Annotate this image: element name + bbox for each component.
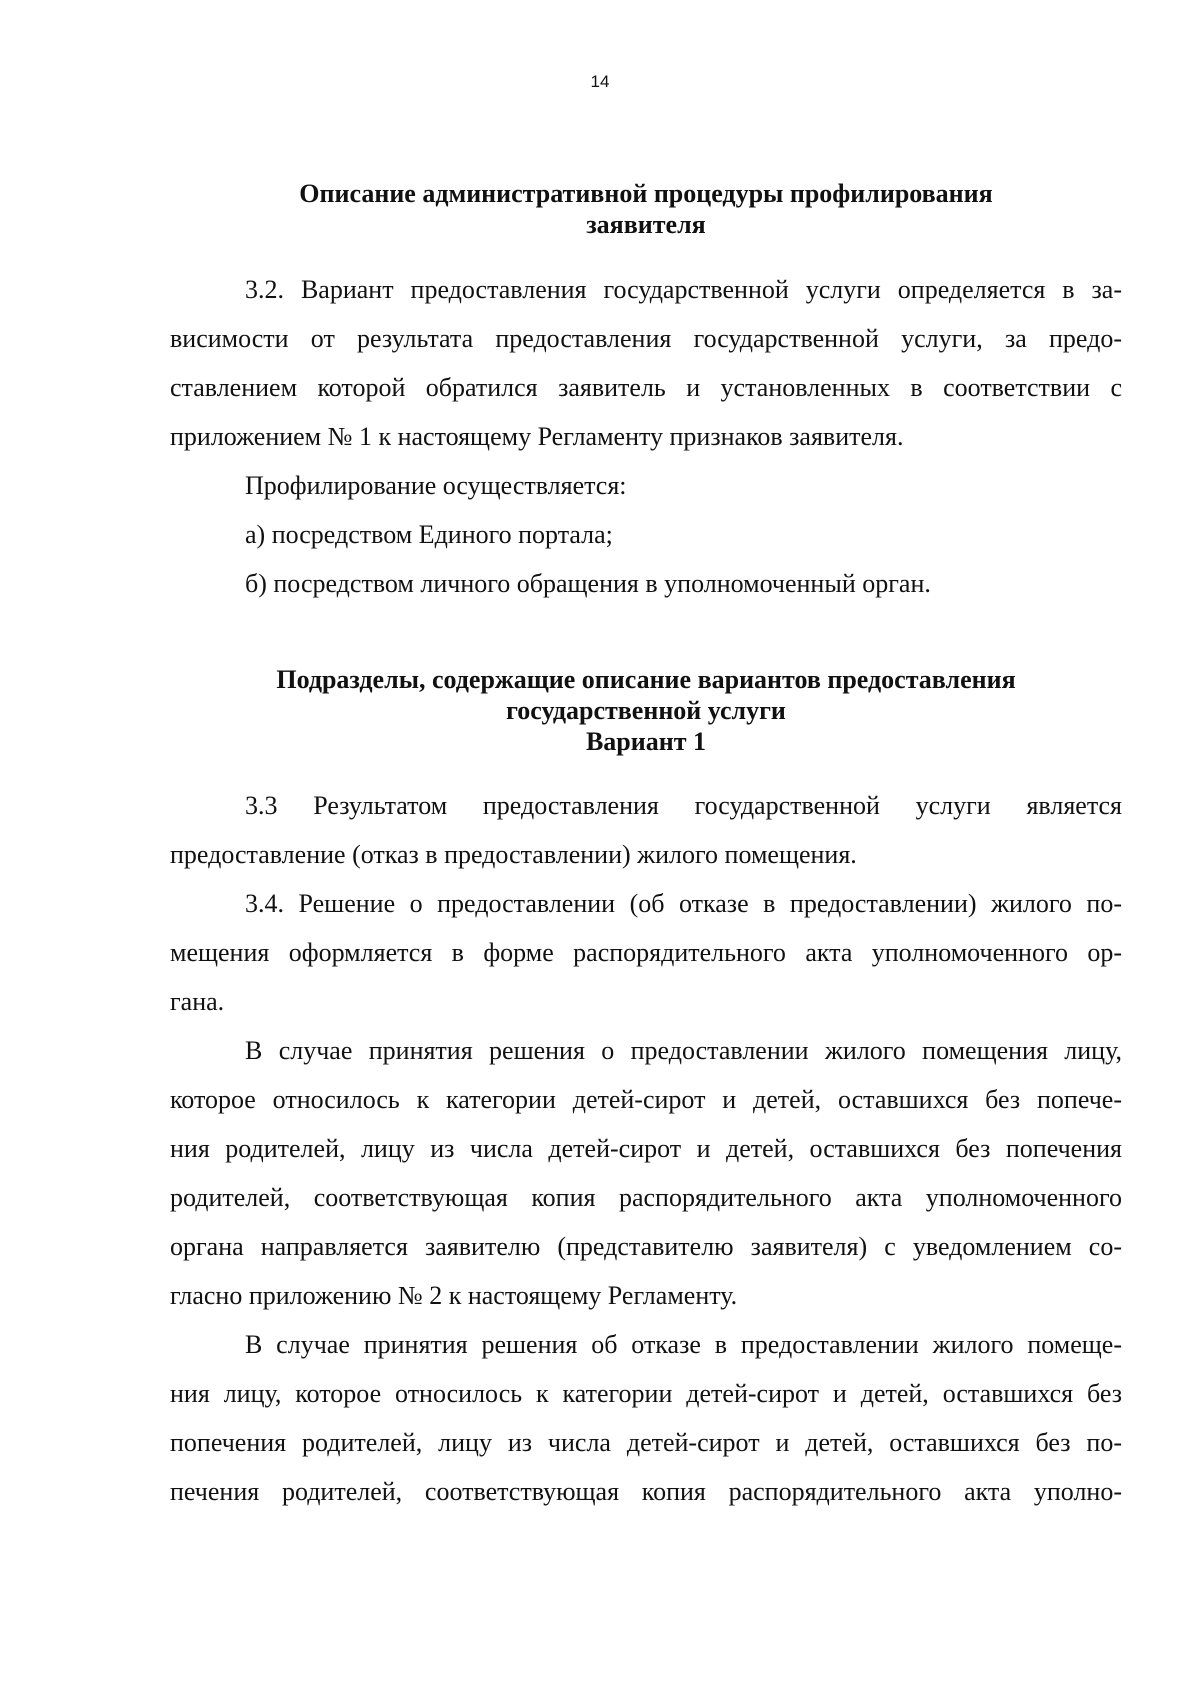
text-line: В случае принятия решения об отказе в предоставлении жилого помеще-: [245, 1330, 1122, 1359]
text-line: предоставление (отказ в предоставлении) жилого помещения.: [170, 840, 857, 869]
paragraph-grant-decision: [170, 1026, 1122, 1320]
variant-section-body: [170, 781, 1122, 1516]
text-line: мещения оформляется в форме распорядительного акта уполномоченного ор-: [170, 938, 1122, 967]
text-line: органа направляется заявителю (представителю заявителя) с уведомлением со-: [170, 1232, 1122, 1261]
profiling-option-b: б) посредством личного обращения в уполномоченный орган.: [245, 569, 931, 598]
text-line: 3.4. Решение о предоставлении (об отказе в предоставлении) жилого по-: [245, 889, 1122, 918]
heading-line: государственной услуги: [506, 696, 786, 725]
page-number: 14: [590, 72, 610, 91]
text-line: печения родителей, соответствующая копия распорядительного акта уполно-: [170, 1477, 1122, 1506]
profiling-option-a: а) посредством Единого портала;: [245, 520, 613, 549]
heading-line: Подразделы, содержащие описание вариантов предоставления: [276, 665, 1016, 694]
text-line: 3.3 Результатом предоставления государственной услуги является: [245, 791, 1122, 820]
text-line: гана.: [170, 987, 225, 1016]
paragraph-3-3: [170, 781, 1122, 879]
paragraph-3-2: [170, 265, 1122, 461]
heading-line: Описание административной процедуры профилирования: [299, 179, 993, 208]
text-line: приложением № 1 к настоящему Регламенту признаков заявителя.: [170, 422, 904, 451]
text-line: гласно приложению № 2 к настоящему Регламенту.: [170, 1281, 738, 1310]
text-line: ставлением которой обратился заявитель и установленных в соответствии с: [170, 373, 1122, 402]
profiling-section-body: [170, 265, 1122, 608]
text-line: ния родителей, лицу из числа детей-сирот и детей, оставшихся без попечения: [170, 1134, 1122, 1163]
text-line: ния лицу, которое относилось к категории детей-сирот и детей, оставшихся без: [170, 1379, 1122, 1408]
paragraph-3-4: [170, 879, 1122, 1026]
profiling-intro: Профилирование осуществляется:: [245, 471, 627, 500]
section-heading-variants: [170, 664, 1122, 757]
section-heading-profiling: [170, 178, 1122, 240]
paragraph-refusal-decision: [170, 1320, 1122, 1516]
text-line: родителей, соответствующая копия распорядительного акта уполномоченного: [170, 1183, 1122, 1212]
text-line: 3.2. Вариант предоставления государственной услуги определяется в за-: [245, 275, 1122, 304]
text-line: висимости от результата предоставления государственной услуги, за предо-: [170, 324, 1122, 353]
variant-title: Вариант 1: [585, 727, 707, 756]
text-line: попечения родителей, лицу из числа детей-сирот и детей, оставшихся без по-: [170, 1428, 1122, 1457]
heading-line: заявителя: [586, 210, 706, 239]
text-line: В случае принятия решения о предоставлении жилого помещения лицу,: [245, 1036, 1122, 1065]
text-line: которое относилось к категории детей-сирот и детей, оставшихся без попече-: [170, 1085, 1122, 1114]
